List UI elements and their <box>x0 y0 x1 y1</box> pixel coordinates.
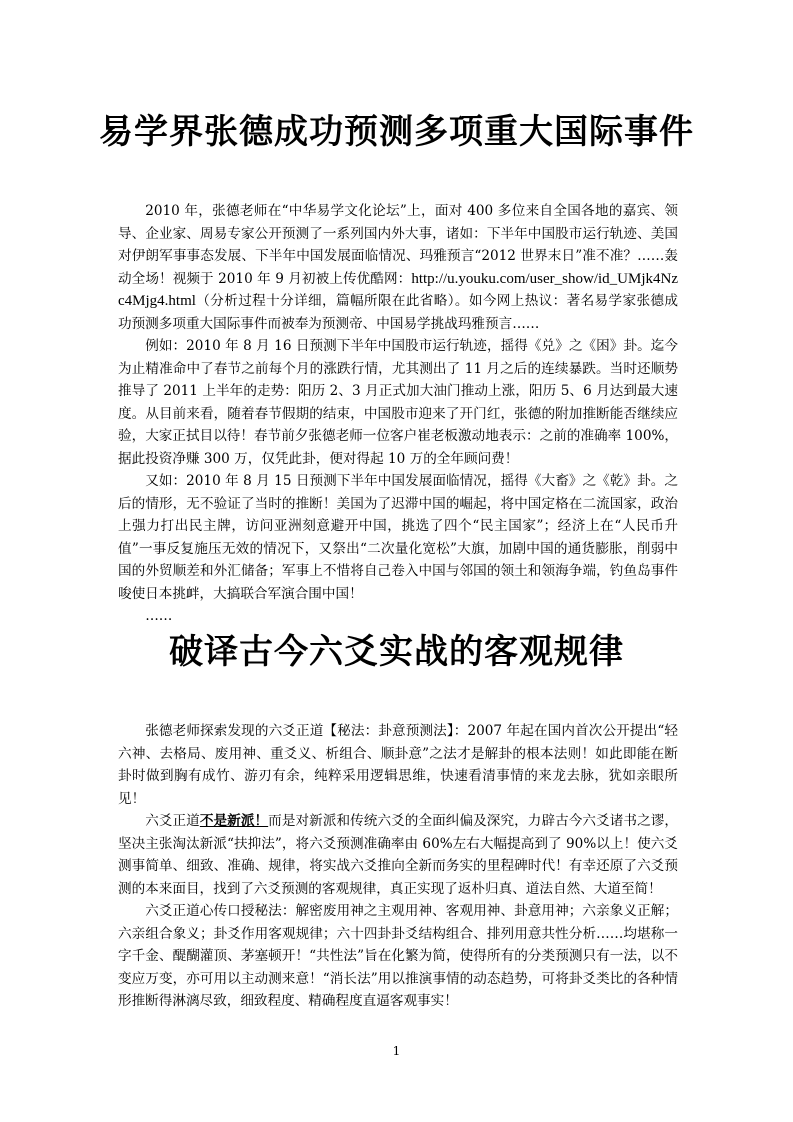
paragraph: 六爻正道心传口授秘法：解密废用神之主观用神、客观用神、卦意用神；六亲象义正解；六亲组合象义；卦爻作用客观规律；六十四卦卦爻结构组合、排列用意共性分析……均堪称一字千金、醍醐灌顶、茅塞顿开！“共性法”旨在化繁为简，使得所有的分类预测只有一法，以不变应万变，亦可用以主动测来意！“消长法”用以推演事情的动态趋势，可将卦爻类比的各种情形推断得淋漓尽致，细致程度、精确程度直逼客观事实！ <box>118 903 678 1009</box>
article-section-2 <box>118 720 678 1013</box>
paragraph: 例如：2010 年 8 月 16 日预测下半年中国股市运行轨迹，摇得《兑》之《困》卦。迄今为止精准命中了春节之前每个月的涨跌行情，尤其测出了 11 月之后的连续暴跌。当时还顺势推导了 2011 上半年的走势：阳历 2、3 月正式加大油门推动上涨，阳历 5、6 月达到最大速度。从目前来看，随着春节假期的结束，中国股市迎来了开门红，张德的附加推断能否继续应验，大家正拭目以待！春节前夕张德老师一位客户崔老板激动地表示：之前的准确率 100%，据此投资净赚 300 万，仅凭此卦，便对得起 10 万的全年顾问费！ <box>118 338 678 467</box>
ellipsis-paragraph: …… <box>145 608 173 624</box>
paragraph <box>118 810 678 900</box>
paragraph: 张德老师探索发现的六爻正道【秘法：卦意预测法】：2007 年起在国内首次公开提出“轻六神、去格局、废用神、重爻义、析组合、顺卦意”之法才是解卦的根本法则！如此即能在断卦时做到胸有成竹、游刃有余，纯粹采用逻辑思维，快速看清事情的来龙去脉，犹如亲眼所见！ <box>118 723 678 807</box>
article-section-1 <box>118 200 678 628</box>
page-title: 易学界张德成功预测多项重大国际事件 <box>99 112 694 152</box>
paragraph-text: 2010 年，张德老师在“中华易学文化论坛”上，面对 400 多位来自全国各地的嘉宾、领导、企业家、周易专家公开预测了一系列国内外大事，诸如：下半年中国股市运行轨迹、美国对伊朗军事事态发展、下半年中国发展面临情况、玛雅预言“2012 世界末日”准不准？……轰动全场！视频于 2010 年 9 月初被上传优酷网： <box>118 203 678 287</box>
paragraph-text: 而是对新派和传统六爻的全面纠偏及深究，力辟古今六爻诸书之谬，坚决主张淘汰新派“扶抑法”，将六爻预测准确率由 60%左右大幅提高到了 90%以上！使六爻测事简单、细致、准确、规律，将实战六爻推向全新而务实的里程碑时代！有幸还原了六爻预测的本来面目，找到了六爻预测的客观规律，真正实现了返朴归真、道法自然、大道至简！ <box>118 813 679 897</box>
page-number: 1 <box>392 1044 401 1058</box>
video-link[interactable]: http://u.youku.com/user_show/id_UMjk4Nzc4Mjg4.html <box>118 270 678 309</box>
paragraph <box>118 200 678 335</box>
paragraph-text: （分析过程十分详细，篇幅所限在此省略）。如今网上热议：著名易学家张德成功预测多项重大国际事件而被奉为预测帝、中国易学挑战玛雅预言…… <box>118 293 678 332</box>
emphasis-text: 不是新派！ <box>199 813 269 829</box>
section-title: 破译古今六爻实战的客观规律 <box>169 632 624 672</box>
paragraph: 又如：2010 年 8 月 15 日预测下半年中国发展面临情况，摇得《大畜》之《乾》卦。之后的情形，无不验证了当时的推断！美国为了迟滞中国的崛起，将中国定格在二流国家，政治上强力打出民主牌，访问亚洲刻意避开中国，挑选了四个“民主国家”；经济上在“人民币升值”一事反复施压无效的情况下，又祭出“二次量化宽松”大旗，加剧中国的通货膨胀，削弱中国的外贸顺差和外汇储备；军事上不惜将自己卷入中国与邻国的领土和领海争端，钓鱼岛事件唆使日本挑衅，大搞联合军演合围中国！ <box>118 473 678 602</box>
paragraph-text: 六爻正道 <box>145 813 200 829</box>
